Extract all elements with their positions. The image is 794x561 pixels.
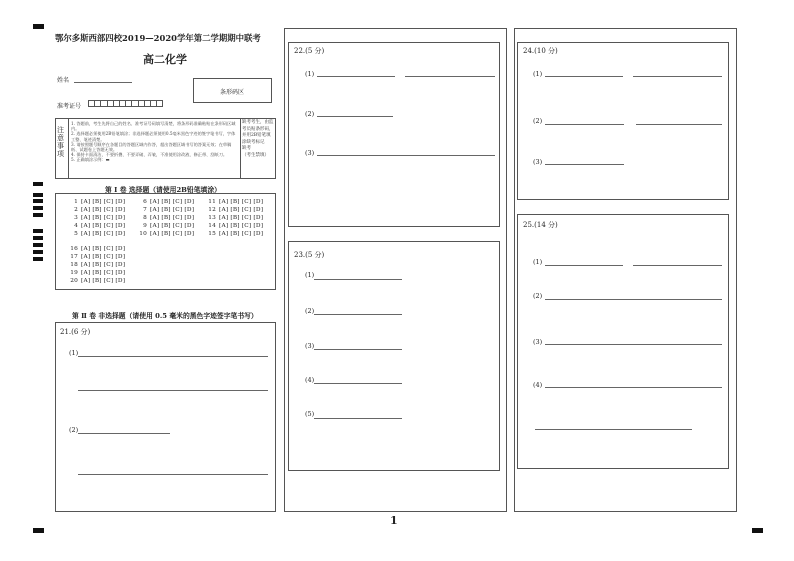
question-number: 5 bbox=[74, 231, 78, 238]
answer-options[interactable]: [A] [B] [C] [D] bbox=[150, 223, 195, 230]
question-number: 17 bbox=[70, 254, 78, 261]
exam-title: 鄂尔多斯西部四校2019—2020学年第二学期期中联考 bbox=[55, 33, 261, 43]
answer-options[interactable]: [A] [B] [C] [D] bbox=[219, 207, 264, 214]
question-number: 2 bbox=[74, 207, 78, 214]
q23-line[interactable] bbox=[314, 314, 402, 315]
answer-options[interactable]: [A] [B] [C] [D] bbox=[81, 254, 126, 261]
absent-note: 缺考考生，由监 考员贴条形码， 并用2B铅笔填 涂缺考标记 缺考 （考生禁填） bbox=[242, 120, 274, 158]
answer-options[interactable]: [A] [B] [C] [D] bbox=[150, 231, 195, 238]
alignment-mark-bottom-left bbox=[33, 528, 44, 533]
alignment-mark-bottom-right bbox=[752, 528, 763, 533]
q21-panel[interactable] bbox=[55, 322, 276, 512]
q23-line[interactable] bbox=[314, 383, 402, 384]
answer-options[interactable]: [A] [B] [C] [D] bbox=[81, 262, 126, 269]
question-number: 1 bbox=[74, 199, 78, 205]
q25-label-4: (4) bbox=[533, 381, 543, 389]
q23-line[interactable] bbox=[314, 349, 402, 350]
q23-panel[interactable] bbox=[288, 241, 500, 471]
answer-options[interactable]: [A] [B] [C] [D] bbox=[81, 246, 126, 252]
question-number: 14 bbox=[208, 223, 216, 230]
question-number: 12 bbox=[208, 207, 216, 214]
question-number: 4 bbox=[74, 223, 78, 230]
q21-line[interactable] bbox=[78, 433, 170, 434]
q25-title: 25.(14 分) bbox=[523, 221, 558, 229]
exam-number-field[interactable] bbox=[88, 100, 162, 107]
question-number: 11 bbox=[208, 199, 216, 205]
q24-line[interactable] bbox=[545, 164, 624, 165]
question-number: 13 bbox=[208, 215, 216, 222]
answer-options[interactable]: [A] [B] [C] [D] bbox=[219, 231, 264, 238]
q23-label-3: (3) bbox=[305, 342, 315, 350]
answer-row[interactable] bbox=[207, 231, 263, 237]
answer-row[interactable] bbox=[69, 215, 125, 221]
alignment-mark-top-left bbox=[33, 24, 44, 29]
notice-text: 1. 答题前，考生先将自己的姓名、准考证号码填写清楚，将条形码准确粘贴在条形码区域内。 2. 选择题必须使用2B铅笔填涂；非选择题必须使用0.5毫米黑色字迹的签字笔书写，字体工整、笔迹清楚。 3. 请按照题号顺序在各题目的答题区域内作答，超出答题区域书写的答案无效；在草稿纸、试题卷上答题无效。 4. 保持卡面清洁，不要折叠、不要弄破、弄皱，不准使用涂改液、修正带、刮纸刀。 5. 正确填涂示例：▬ bbox=[71, 121, 236, 163]
q22-line[interactable] bbox=[405, 76, 495, 77]
q21-line[interactable] bbox=[78, 474, 268, 475]
q25-line[interactable] bbox=[535, 429, 692, 430]
q22-panel[interactable] bbox=[288, 42, 500, 227]
q24-title: 24.(10 分) bbox=[523, 47, 558, 55]
barcode-label: 条形码区 bbox=[220, 89, 245, 96]
q25-line[interactable] bbox=[545, 344, 722, 345]
q23-line[interactable] bbox=[314, 418, 402, 419]
answer-row[interactable] bbox=[69, 199, 125, 205]
q25-line[interactable] bbox=[545, 265, 623, 266]
q24-line[interactable] bbox=[636, 124, 722, 125]
answer-options[interactable]: [A] [B] [C] [D] bbox=[150, 215, 195, 222]
q22-title: 22.(5 分) bbox=[294, 47, 325, 55]
answer-options[interactable]: [A] [B] [C] [D] bbox=[81, 207, 126, 214]
question-number: 16 bbox=[70, 246, 78, 252]
q23-line[interactable] bbox=[314, 279, 402, 280]
notice-side-divider bbox=[240, 118, 241, 179]
question-number: 19 bbox=[70, 270, 78, 277]
q23-label-2: (2) bbox=[305, 307, 315, 315]
answer-options[interactable]: [A] [B] [C] [D] bbox=[81, 199, 126, 205]
part1-title: 第 Ⅰ 卷 选择题（请使用2B铅笔填涂） bbox=[105, 186, 221, 194]
q25-label-1: (1) bbox=[533, 258, 543, 266]
answer-options[interactable]: [A] [B] [C] [D] bbox=[219, 223, 264, 230]
answer-options[interactable]: [A] [B] [C] [D] bbox=[81, 231, 126, 238]
question-number: 18 bbox=[70, 262, 78, 269]
answer-options[interactable]: [A] [B] [C] [D] bbox=[219, 199, 264, 205]
name-label: 姓名 bbox=[57, 77, 70, 84]
answer-options[interactable]: [A] [B] [C] [D] bbox=[81, 270, 126, 277]
q22-line[interactable] bbox=[317, 116, 393, 117]
q22-label-3: (3) bbox=[305, 149, 315, 157]
part2-title: 第 Ⅱ 卷 非选择题（请使用 0.5 毫米的黑色字迹签字笔书写） bbox=[72, 312, 258, 320]
answer-row[interactable] bbox=[207, 223, 263, 229]
question-number: 20 bbox=[70, 278, 78, 285]
question-number: 6 bbox=[143, 199, 147, 205]
q25-line[interactable] bbox=[545, 387, 722, 388]
question-number: 9 bbox=[143, 223, 147, 230]
q24-line[interactable] bbox=[545, 124, 624, 125]
q24-label-2: (2) bbox=[533, 117, 543, 125]
answer-row[interactable] bbox=[69, 246, 125, 252]
answer-options[interactable]: [A] [B] [C] [D] bbox=[81, 278, 126, 285]
page-number: 1 bbox=[390, 514, 398, 527]
answer-row[interactable] bbox=[69, 278, 125, 284]
answer-row[interactable] bbox=[207, 199, 263, 205]
q22-line[interactable] bbox=[317, 76, 395, 77]
answer-row[interactable] bbox=[207, 207, 263, 213]
answer-row[interactable] bbox=[138, 215, 194, 221]
answer-row[interactable] bbox=[69, 262, 125, 268]
question-number: 7 bbox=[143, 207, 147, 214]
q21-line[interactable] bbox=[78, 390, 268, 391]
q25-label-2: (2) bbox=[533, 292, 543, 300]
notice-divider bbox=[68, 118, 69, 179]
answer-options[interactable]: [A] [B] [C] [D] bbox=[81, 215, 126, 222]
answer-row[interactable] bbox=[138, 231, 194, 237]
answer-row[interactable] bbox=[69, 207, 125, 213]
q22-line[interactable] bbox=[317, 155, 495, 156]
q25-panel[interactable] bbox=[517, 214, 729, 469]
answer-row[interactable] bbox=[69, 231, 125, 237]
answer-row[interactable] bbox=[138, 207, 194, 213]
name-field[interactable] bbox=[74, 82, 132, 83]
answer-row[interactable] bbox=[69, 270, 125, 276]
answer-row[interactable] bbox=[69, 223, 125, 229]
q22-label-2: (2) bbox=[305, 110, 315, 118]
q22-label-1: (1) bbox=[305, 70, 315, 78]
answer-row[interactable] bbox=[138, 223, 194, 229]
answer-options[interactable]: [A] [B] [C] [D] bbox=[150, 207, 195, 214]
notice-title: 注意事项 bbox=[57, 126, 64, 158]
answer-options[interactable]: [A] [B] [C] [D] bbox=[219, 215, 264, 222]
q24-label-3: (3) bbox=[533, 158, 543, 166]
exam-number-cell[interactable] bbox=[156, 100, 163, 107]
q21-label-1: (1) bbox=[69, 349, 79, 357]
answer-options[interactable]: [A] [B] [C] [D] bbox=[81, 223, 126, 230]
q24-panel[interactable] bbox=[517, 42, 729, 200]
q25-label-3: (3) bbox=[533, 338, 543, 346]
answer-options[interactable]: [A] [B] [C] [D] bbox=[150, 199, 195, 205]
q25-line[interactable] bbox=[545, 299, 722, 300]
answer-row[interactable] bbox=[138, 199, 194, 205]
question-number: 8 bbox=[143, 215, 147, 222]
q23-label-5: (5) bbox=[305, 410, 315, 418]
subject-title: 高二化学 bbox=[143, 53, 187, 66]
q24-line[interactable] bbox=[633, 76, 722, 77]
question-number: 10 bbox=[139, 231, 147, 238]
answer-row[interactable] bbox=[207, 215, 263, 221]
q24-label-1: (1) bbox=[533, 70, 543, 78]
question-number: 3 bbox=[74, 215, 78, 222]
q21-line[interactable] bbox=[78, 356, 268, 357]
question-number: 15 bbox=[208, 231, 216, 238]
q23-title: 23.(5 分) bbox=[294, 251, 325, 259]
q21-label-2: (2) bbox=[69, 426, 79, 434]
exam-number-label: 准考证号 bbox=[57, 103, 82, 110]
q25-line[interactable] bbox=[633, 265, 722, 266]
q23-label-1: (1) bbox=[305, 271, 315, 279]
q24-line[interactable] bbox=[545, 76, 623, 77]
q21-title: 21.(6 分) bbox=[60, 328, 91, 336]
answer-row[interactable] bbox=[69, 254, 125, 260]
q23-label-4: (4) bbox=[305, 376, 315, 384]
